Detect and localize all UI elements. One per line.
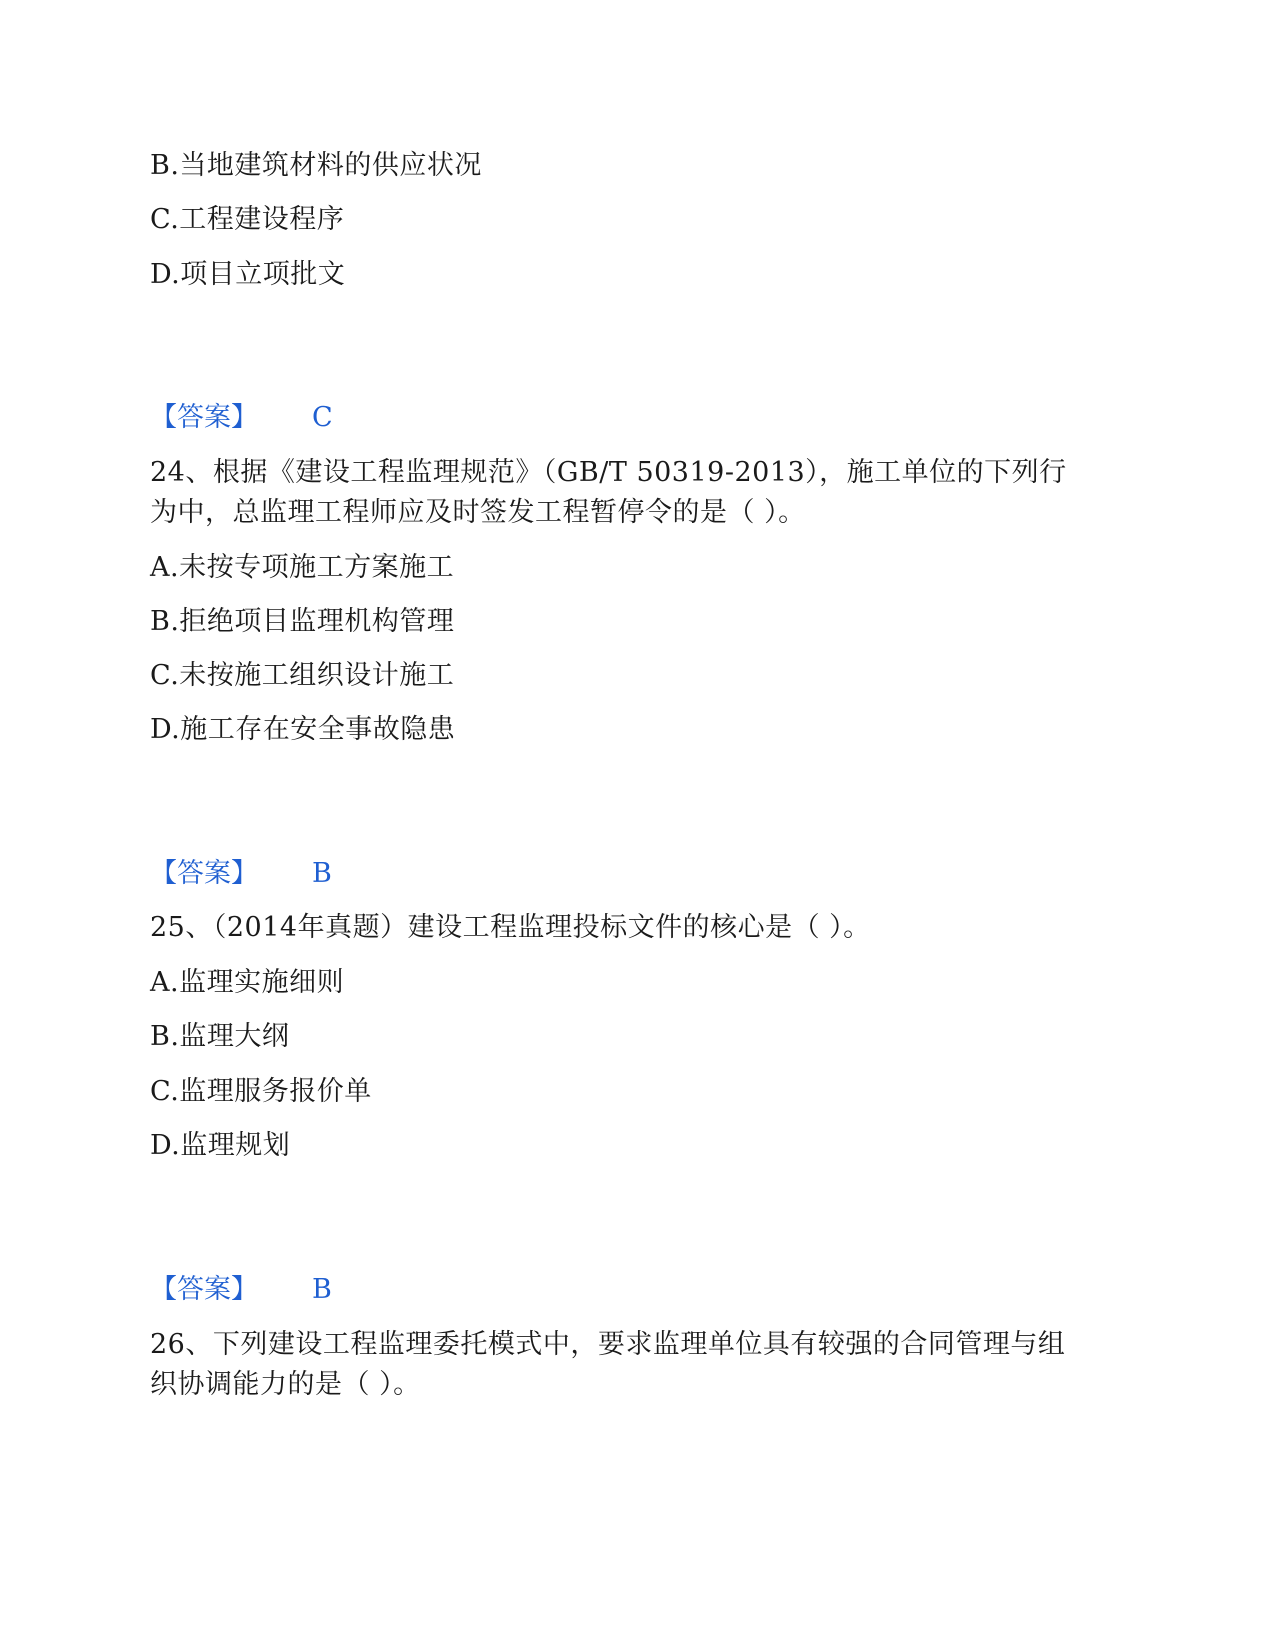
q25-stem: 25、（2014年真题）建设工程监理投标文件的核心是（ ）。 (150, 912, 871, 943)
q25-option-a: A.监理实施细则 (150, 967, 345, 998)
answer-value: C (312, 402, 333, 433)
q24-option-a: A.未按专项施工方案施工 (150, 552, 455, 583)
q26-stem-line2: 织协调能力的是（ ）。 (150, 1369, 421, 1400)
q24-stem-line1: 24、根据《建设工程监理规范》（GB/T 50319-2013），施工单位的下列行 (150, 457, 1067, 488)
q23-option-c: C.工程建设程序 (150, 204, 345, 235)
answer-tag: 【答案】 (150, 1274, 258, 1305)
q24-option-d: D.施工存在安全事故隐患 (150, 714, 456, 745)
q24-option-c: C.未按施工组织设计施工 (150, 660, 455, 691)
q23-answer (150, 400, 333, 436)
q24-option-b: B.拒绝项目监理机构管理 (150, 606, 455, 637)
q25-option-b: B.监理大纲 (150, 1021, 290, 1052)
q25-option-c: C.监理服务报价单 (150, 1076, 372, 1107)
q26-stem-line1: 26、下列建设工程监理委托模式中，要求监理单位具有较强的合同管理与组 (150, 1329, 1066, 1360)
q23-option-d: D.项目立项批文 (150, 259, 346, 290)
answer-tag: 【答案】 (150, 858, 258, 889)
q25-option-d: D.监理规划 (150, 1130, 291, 1161)
answer-value: B (312, 858, 332, 889)
q24-answer (150, 856, 332, 892)
q25-answer (150, 1272, 332, 1308)
answer-tag: 【答案】 (150, 402, 258, 433)
q23-option-b: B.当地建筑材料的供应状况 (150, 150, 482, 181)
answer-value: B (312, 1274, 332, 1305)
q24-stem-line2: 为中，总监理工程师应及时签发工程暂停令的是（ ）。 (150, 497, 806, 528)
